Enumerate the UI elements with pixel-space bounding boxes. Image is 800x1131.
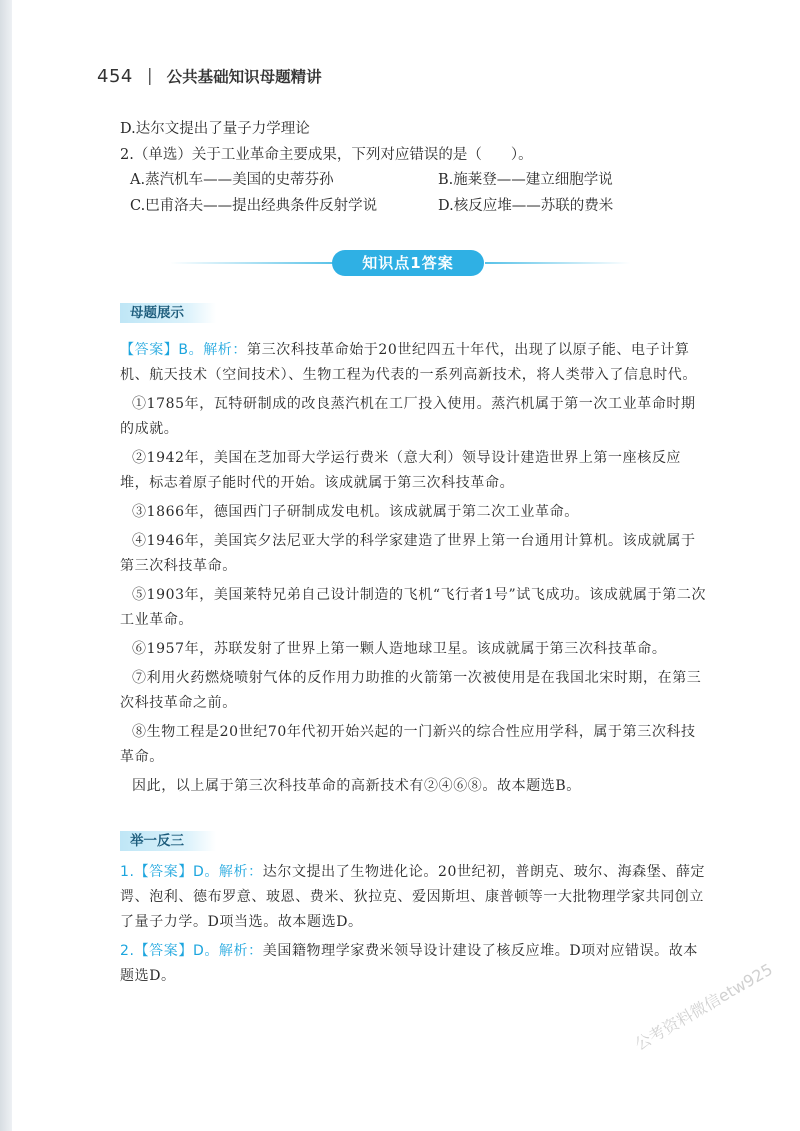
- section-rule-right: [485, 262, 630, 264]
- answer-item-8: ⑧生物工程是20世纪70年代初开始兴起的一门新兴的综合性应用学科，属于第三次科技革命。: [120, 724, 696, 765]
- answer-item-1: ①1785年，瓦特研制成的改良蒸汽机在工厂投入使用。蒸汽机属于第一次工业革命时期的成就。: [120, 396, 696, 437]
- extension-answer-1: [120, 860, 710, 935]
- answer-item-6: ⑥1957年，苏联发射了世界上第一颗人造地球卫星。该成就属于第三次科技革命。: [132, 641, 667, 657]
- question-2-options: [130, 168, 702, 219]
- page-number: 454: [97, 65, 133, 87]
- section-divider: [170, 250, 630, 276]
- option-b: B.施莱登——建立细胞学说: [438, 172, 613, 188]
- previous-option-d: D.达尔文提出了量子力学理论: [120, 121, 310, 137]
- answer-item-5: ⑤1903年，美国莱特兄弟自己设计制造的飞机“飞行者1号”试飞成功。该成就属于第二次工业革命。: [120, 587, 707, 628]
- answer-item-7: ⑦利用火药燃烧喷射气体的反作用力助推的火箭第一次被使用是在我国北宋时期，在第三次科技革命之前。: [120, 670, 702, 711]
- section-rule-left: [170, 262, 335, 264]
- page-edge-strip: [0, 0, 12, 1131]
- watermark: 公考资料微信etw925: [631, 959, 776, 1055]
- mother-answer: [120, 338, 710, 803]
- extension-tag: 举一反三: [120, 831, 216, 851]
- extension-answer-1-label: 1.【答案】D。解析：: [120, 864, 263, 880]
- option-a: A.蒸汽机车——美国的史蒂芬孙: [130, 172, 334, 188]
- extension-answer-2-text: 美国籍物理学家费米领导设计建设了核反应堆。D项对应错误。故本题选D。: [120, 943, 698, 984]
- question-2: 2.（单选）关于工业革命主要成果，下列对应错误的是（ ）。: [120, 146, 533, 163]
- page-header: [97, 64, 322, 88]
- answer-item-4: ④1946年，美国宾夕法尼亚大学的科学家建造了世界上第一台通用计算机。该成就属于第三次科技革命。: [120, 533, 696, 574]
- answer-label: 【答案】B。解析：: [120, 342, 248, 358]
- extension-answer-1-text: 达尔文提出了生物进化论。20世纪初，普朗克、玻尔、海森堡、薛定谔、泡利、德布罗意、玻恩、费米、狄拉克、爱因斯坦、康普顿等一大批物理学家共同创立了量子力学。D项当选。故本题选D。: [120, 864, 706, 930]
- extension-answer-2: [120, 939, 710, 989]
- extension-answers: [120, 860, 710, 993]
- answer-intro-text: 第三次科技革命始于20世纪四五十年代，出现了以原子能、电子计算机、航天技术（空间技术）、生物工程为代表的一系列高新技术，将人类带入了信息时代。: [120, 342, 697, 383]
- question-block: [120, 117, 702, 219]
- section-title: 知识点1答案: [332, 250, 484, 276]
- answer-conclusion: 因此，以上属于第三次科技革命的高新技术有②④⑥⑧。故本题选B。: [132, 778, 581, 794]
- answer-intro: [120, 338, 710, 388]
- answer-item-3: ③1866年，德国西门子研制成发电机。该成就属于第二次工业革命。: [132, 504, 579, 520]
- book-title: 公共基础知识母题精讲: [166, 68, 322, 86]
- header-separator: |: [146, 66, 153, 86]
- mother-question-tag: 母题展示: [120, 303, 216, 323]
- option-d: D.核反应堆——苏联的费米: [438, 197, 614, 214]
- answer-item-2: ②1942年，美国在芝加哥大学运行费米（意大利）领导设计建造世界上第一座核反应堆，标志着原子能时代的开始。该成就属于第三次科技革命。: [120, 450, 682, 491]
- option-c: C.巴甫洛夫——提出经典条件反射学说: [130, 197, 378, 214]
- extension-answer-2-label: 2.【答案】D。解析：: [120, 943, 263, 959]
